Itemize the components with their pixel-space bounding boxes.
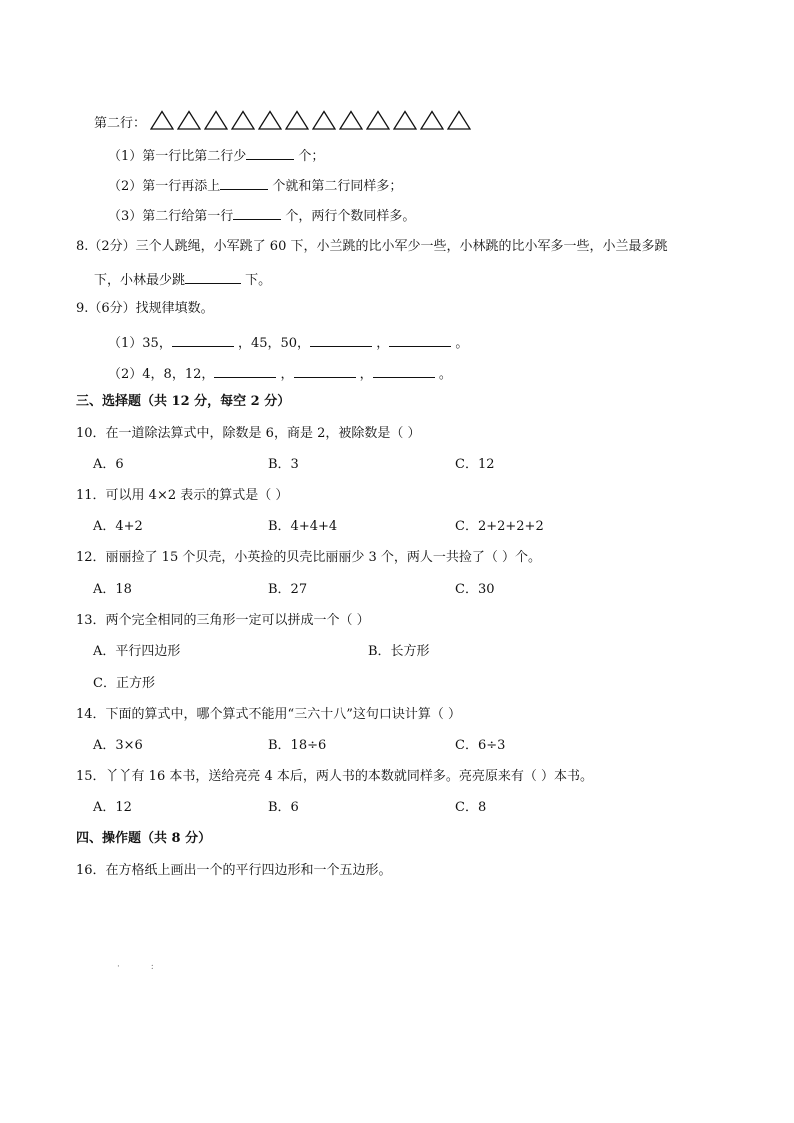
q11-option-b[interactable]: B．4+4+4 bbox=[268, 519, 338, 534]
triangle-icon bbox=[231, 110, 255, 130]
faint-marks: · : bbox=[117, 962, 168, 972]
q12-stem: 12．丽丽捡了 15 个贝壳，小英捡的贝壳比丽丽少 3 个，两人一共捡了（ ）个。 bbox=[76, 550, 542, 565]
q15-option-c[interactable]: C．8 bbox=[455, 800, 487, 815]
q16-stem: 16．在方格纸上画出一个的平行四边形和一个五边形。 bbox=[76, 863, 392, 878]
q8-line1: 8.（2分）三个人跳绳，小军跳了 60 下，小兰跳的比小军少一些，小林跳的比小军多一些，小兰最多跳 bbox=[76, 239, 668, 254]
section-3-title: 三、选择题（共 12 分，每空 2 分） bbox=[76, 394, 291, 409]
q15-option-b[interactable]: B．6 bbox=[268, 800, 299, 815]
answer-blank[interactable] bbox=[172, 332, 234, 347]
answer-blank[interactable] bbox=[373, 363, 435, 378]
q9-sub1: （1）35， ，45，50， ， 。 bbox=[108, 332, 468, 350]
triangle-icon bbox=[258, 110, 282, 130]
triangle-icon bbox=[339, 110, 363, 130]
q12-option-b[interactable]: B．27 bbox=[268, 582, 308, 597]
q7-sub2: （2）第一行再添上 个就和第二行同样多； bbox=[108, 175, 402, 193]
q10-option-c[interactable]: C．12 bbox=[455, 457, 495, 472]
triangle-row bbox=[150, 110, 471, 130]
answer-blank[interactable] bbox=[185, 269, 241, 284]
second-row-label: 第二行： bbox=[94, 116, 147, 131]
q11-stem: 11．可以用 4×2 表示的算式是（ ） bbox=[76, 488, 289, 503]
triangle-icon bbox=[420, 110, 444, 130]
q14-option-c[interactable]: C．6÷3 bbox=[455, 738, 506, 753]
triangle-icon bbox=[285, 110, 309, 130]
triangle-icon bbox=[177, 110, 201, 130]
answer-blank[interactable] bbox=[220, 175, 268, 190]
answer-blank[interactable] bbox=[294, 363, 356, 378]
triangle-icon bbox=[204, 110, 228, 130]
triangle-icon bbox=[150, 110, 174, 130]
q13-option-a[interactable]: A．平行四边形 bbox=[93, 644, 181, 659]
triangle-icon bbox=[312, 110, 336, 130]
q9-title: 9.（6分）找规律填数。 bbox=[76, 301, 214, 316]
section-4-title: 四、操作题（共 8 分） bbox=[76, 831, 212, 846]
answer-blank[interactable] bbox=[310, 332, 372, 347]
q11-option-c[interactable]: C．2+2+2+2 bbox=[455, 519, 544, 534]
second-row-line bbox=[94, 110, 471, 132]
answer-blank[interactable] bbox=[233, 205, 281, 220]
q11-option-a[interactable]: A．4+2 bbox=[93, 519, 143, 534]
answer-blank[interactable] bbox=[246, 145, 294, 160]
q13-option-b[interactable]: B．长方形 bbox=[368, 644, 430, 659]
q14-option-a[interactable]: A．3×6 bbox=[93, 738, 143, 753]
q7-sub1: （1）第一行比第二行少 个； bbox=[108, 145, 324, 163]
q12-option-a[interactable]: A．18 bbox=[93, 582, 132, 597]
q12-option-c[interactable]: C．30 bbox=[455, 582, 495, 597]
q10-option-a[interactable]: A．6 bbox=[93, 457, 124, 472]
triangle-icon bbox=[393, 110, 417, 130]
q14-stem: 14．下面的算式中，哪个算式不能用“三六十八”这句口诀计算（ ） bbox=[76, 707, 461, 722]
triangle-icon bbox=[366, 110, 390, 130]
q15-stem: 15．丫丫有 16 本书，送给亮亮 4 本后，两人书的本数就同样多。亮亮原来有（ ）本书。 bbox=[76, 769, 594, 784]
q7-sub3: （3）第二行给第一行 个，两行个数同样多。 bbox=[108, 205, 415, 223]
q10-option-b[interactable]: B．3 bbox=[268, 457, 299, 472]
q9-sub2: （2）4，8，12， ， ， 。 bbox=[108, 363, 452, 381]
q13-stem: 13．两个完全相同的三角形一定可以拼成一个（ ） bbox=[76, 613, 370, 628]
q10-stem: 10．在一道除法算式中，除数是 6，商是 2，被除数是（ ） bbox=[76, 426, 421, 441]
q15-option-a[interactable]: A．12 bbox=[93, 800, 132, 815]
q13-option-c[interactable]: C．正方形 bbox=[93, 676, 155, 691]
answer-blank[interactable] bbox=[214, 363, 276, 378]
q8-line2: 下，小林最少跳 下。 bbox=[94, 269, 271, 287]
q14-option-b[interactable]: B．18÷6 bbox=[268, 738, 327, 753]
triangle-icon bbox=[447, 110, 471, 130]
answer-blank[interactable] bbox=[389, 332, 451, 347]
